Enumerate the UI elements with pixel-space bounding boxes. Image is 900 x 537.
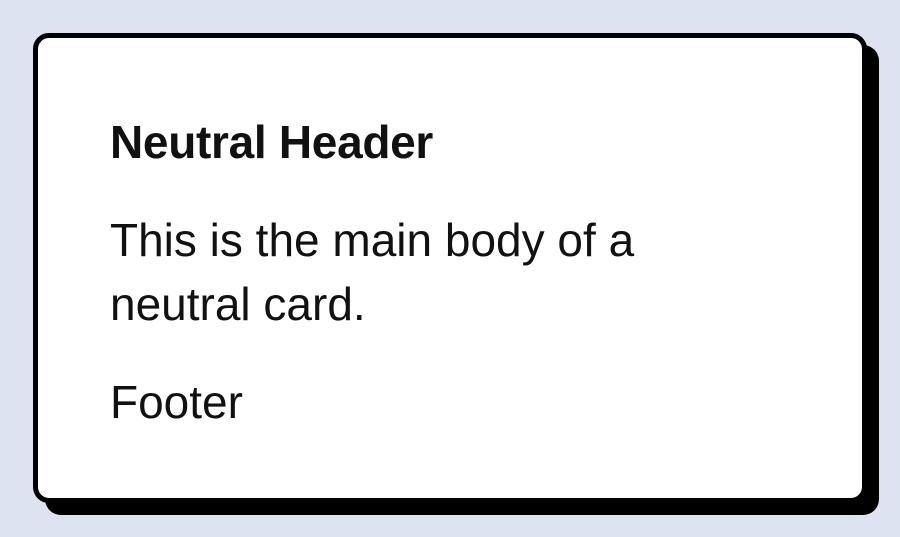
card-body: This is the main body of a neutral card. — [110, 214, 635, 330]
card-header: Neutral Header — [110, 116, 434, 168]
neutral-card — [33, 33, 867, 503]
card-footer: Footer — [110, 376, 243, 428]
